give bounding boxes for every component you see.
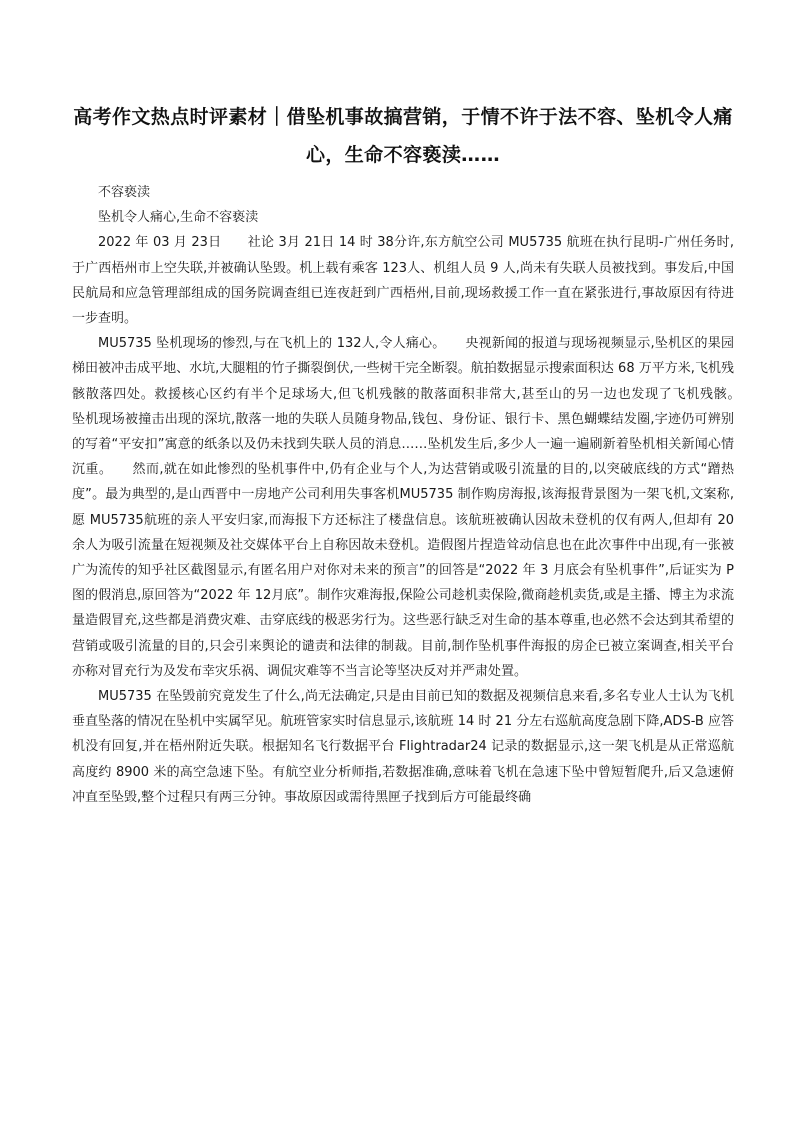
document-title: 高考作文热点时评素材｜借坠机事故搞营销，于情不许于法不容、坠机令人痛心，生命不容亵渎…… xyxy=(73,106,733,166)
document-body xyxy=(72,180,761,810)
paragraph-intro: 2022 年 03 月 23日 社论 3月 21日 14 时 38分许,东方航空公司 MU5735 航班在执行昆明-广州任务时,于广西梧州市上空失联,并被确认坠毁。机上载有乘客 123人、机组人员 9 人,尚未有失联人员被找到。事发后,中国民航局和应急管理部组成的国务院调查组已连夜赶到广西梧州,目前,现场救援工作一直在紧张进行,事故原因有待进一步查明。 xyxy=(72,235,734,327)
paragraph-analysis: MU5735 在坠毁前究竟发生了什么,尚无法确定,只是由目前已知的数据及视频信息来看,多名专业人士认为飞机垂直坠落的情况在坠机中实属罕见。航班管家实时信息显示,该航班 14 时 21 分左右巡航高度急剧下降,ADS-B 应答机没有回复,并在梧州附近失联。根据知名飞行数据平台 Flightradar24 记录的数据显示,这一架飞机是从正常巡航高度约 8900 米的高空急速下坠。有航空业分析师指,若数据准确,意味着飞机在急速下坠中曾短暂爬升,后又急速俯冲直至坠毁,整个过程只有两三分钟。事故原因或需待黑匣子找到后方可能最终确 xyxy=(72,689,734,805)
paragraph-scene: MU5735 坠机现场的惨烈,与在飞机上的 132人,令人痛心。 央视新闻的报道与现场视频显示,坠机区的果园梯田被冲击成平地、水坑,大腿粗的竹子撕裂倒伏,一些树干完全断裂。航拍数据显示搜索面积达 68 万平方米,飞机残骸散落四处。救援核心区约有半个足球场大,但飞机残骸的散落面积非常大,甚至山的另一边也发现了飞机残骸。 坠机现场被撞击出现的深坑,散落一地的失联人员随身物品,钱包、身份证、银行卡、黑色蝴蝶结发圈,字迹仍可辨别的写着“平安扣”寓意的纸条以及仍未找到失联人员的消息……坠机发生后,多少人一遍一遍刷新着坠机相关新闻心情沉重。 然而,就在如此惨烈的坠机事件中,仍有企业与个人,为达营销或吸引流量的目的,以突破底线的方式“蹭热度”。最为典型的,是山西晋中一房地产公司利用失事客机MU5735 制作购房海报,该海报背景图为一架飞机,文案称,愿 MU5735航班的亲人平安归家,而海报下方还标注了楼盘信息。该航班被确认因故未登机的仅有两人,但却有 20 余人为吸引流量在短视频及社交媒体平台上自称因故未登机。造假图片捏造耸动信息也在此次事件中出现,有一张被广为流传的知乎社区截图显示,有匿名用户对你对未来的预言”的回答是“2022 年 3 月底会有坠机事件”,后证实为 P 图的假消息,原回答为“2022 年 12月底”。制作灾难海报,保险公司趁机卖保险,微商趁机卖货,或是主播、博主为求流量造假冒充,这些都是消费灾难、击穿底线的极恶劣行为。这些恶行缺乏对生命的基本尊重,也必然不会达到其希望的营销或吸引流量的目的,只会引来舆论的谴责和法律的制裁。目前,制作坠机事件海报的房企已被立案调查,相关平台亦称对冒充行为及发布幸灾乐祸、调侃灾难等不当言论等坚决反对并严肃处置。 xyxy=(72,336,761,679)
paragraph-headline: 坠机令人痛心,生命不容亵渎 xyxy=(98,210,259,226)
paragraph-subtitle: 不容亵渎 xyxy=(98,185,151,200)
